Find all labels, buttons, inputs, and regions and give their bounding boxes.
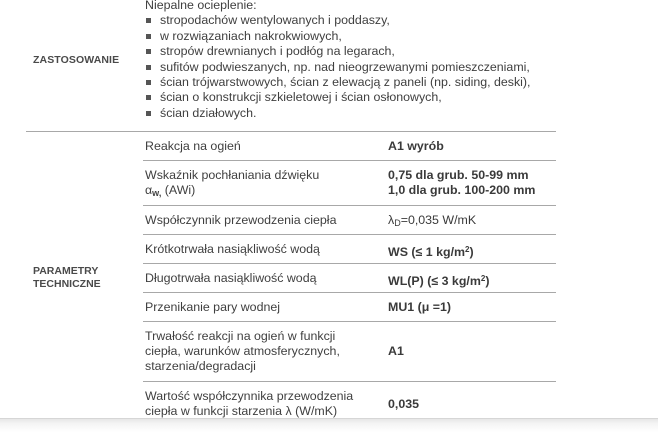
param-name: Długotrwała nasiąkliwość wodą: [145, 271, 317, 285]
param-value: 0,035: [388, 397, 420, 411]
square-bullet-icon: [146, 95, 151, 100]
list-item: ścian działowych.: [145, 106, 531, 121]
bottom-fade-bar: [0, 418, 658, 432]
list-item: sufitów podwieszanych, np. nad nieogrzewanymi pomieszczeniami,: [145, 60, 531, 75]
applications-section: [0, 0, 556, 131]
param-name: Trwałość reakcji na ogień w funkcji ciepła, warunków atmosferycznych, starzenia/degradacji: [145, 329, 340, 373]
table-row: [143, 235, 556, 264]
param-value: MU1 (μ =1): [388, 300, 452, 314]
list-item: ścian o konstrukcji szkieletowej i ścian osłonowych,: [145, 90, 531, 105]
param-name: Przenikanie pary wodnej: [145, 300, 280, 314]
param-name: Wartość współczynnika przewodzenia ciepła w funkcji starzenia λ (W/mK): [145, 389, 354, 418]
parameters-label: PARAMETRY TECHNICZNE: [33, 265, 101, 290]
list-item: stropodachów wentylowanych i poddaszy,: [145, 13, 531, 28]
table-row: [143, 206, 556, 235]
table-row: [143, 161, 556, 206]
list-item: ścian trójwarstwowych, ścian z elewacją z paneli (np. siding, deski),: [145, 75, 531, 90]
param-value: A1: [388, 344, 404, 358]
square-bullet-icon: [146, 111, 151, 116]
square-bullet-icon: [146, 34, 151, 39]
table-row: [143, 293, 556, 322]
table-row: [143, 322, 556, 382]
param-name: Współczynnik przewodzenia ciepła: [145, 213, 337, 227]
param-name: Reakcja na ogień: [145, 139, 241, 153]
param-value: 0,75 dla grub. 50-99 mm 1,0 dla grub. 100-200 mm: [388, 168, 536, 197]
param-name: Krótkotrwała nasiąkliwość wodą: [145, 242, 320, 256]
applications-label: ZASTOSOWANIE: [33, 54, 120, 66]
table-row: [143, 264, 556, 293]
square-bullet-icon: [146, 49, 151, 54]
param-value: WL(P) (≤ 3 $kg/m^2$): [388, 274, 490, 288]
table-row: [143, 132, 556, 161]
applications-content: [145, 0, 531, 121]
square-bullet-icon: [146, 65, 151, 70]
parameters-table: [143, 132, 556, 427]
param-name: Wskaźnik pochłaniania dźwięku $\alpha_{w,}$ (AWi): [145, 168, 320, 198]
list-item: w rozwiązaniach nakrokwiowych,: [145, 29, 531, 44]
list-item: stropów drewnianych i podłóg na legarach,: [145, 44, 531, 59]
square-bullet-icon: [146, 18, 151, 23]
param-value: WS (≤ 1 $kg/m^2$): [388, 245, 474, 259]
square-bullet-icon: [146, 80, 151, 85]
applications-list: [145, 13, 531, 121]
param-value: A1 wyrób: [388, 139, 444, 153]
applications-intro: Niepalne ocieplenie:: [145, 0, 257, 12]
param-value: $\lambda_D=0,035$ W/mK: [388, 213, 477, 228]
